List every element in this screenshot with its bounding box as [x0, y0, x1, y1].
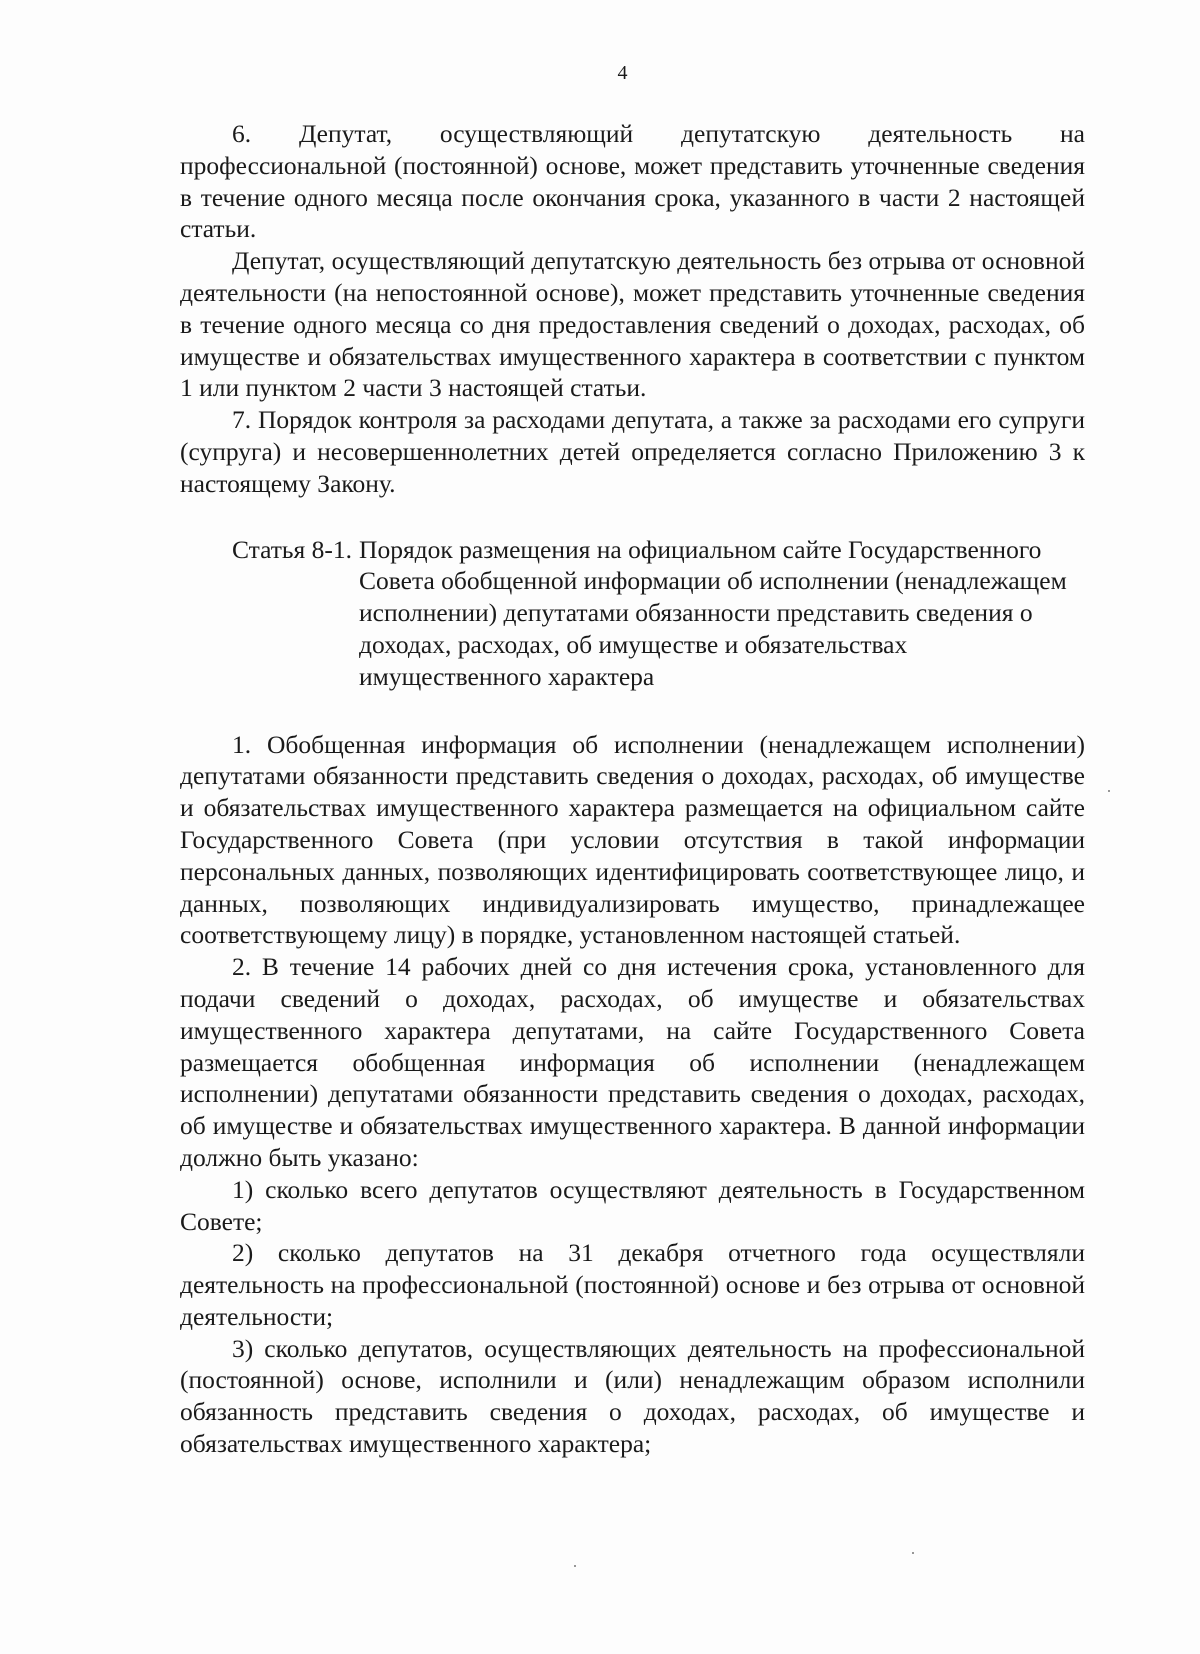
paragraph-7: 7. Порядок контроля за расходами депутата, а также за расходами его супруги (супруга) и несовершеннолетних детей определяется согласно Приложению 3 к настоящему Закону.: [180, 405, 1085, 498]
article-paragraph-1: 1. Обобщенная информация об исполнении (ненадлежащем исполнении) депутатами обязанности представить сведения о доходах, расходах, об имуществе и обязательствах имущественного характера размещается на официальном сайте Государственного Совета (при условии отсутствия в такой информации персональных данных, позволяющих идентифицировать соответствующее лицо, и данных, позволяющих индивидуализировать имущество, принадлежащее соответствующему лицу) в порядке, установленном настоящей статьей.: [180, 729, 1085, 950]
article-number: Статья 8-1.: [232, 534, 353, 564]
list-item-3: 3) сколько депутатов, осуществляющих деятельность на профессиональной (постоянной) основе, исполнили и (или) ненадлежащим образом исполнили обязанность представить сведения о доходах, расходах, об имуществе и обязательствах имущественного характера;: [180, 1333, 1085, 1459]
page-number: 4: [617, 62, 628, 84]
document-body: [180, 118, 1085, 1460]
scan-speck: [574, 1565, 576, 1567]
scan-speck: [1108, 790, 1110, 792]
article-paragraph-2: 2. В течение 14 рабочих дней со дня истечения срока, установленного для подачи сведений о доходах, расходах, об имуществе и обязательствах имущественного характера депутатами, на сайте Государственного Совета размещается обобщенная информация об исполнении (ненадлежащем исполнении) депутатами обязанности представить сведения о доходах, расходах, об имуществе и обязательствах имущественного характера. В данной информации должно быть указано:: [180, 952, 1085, 1172]
scan-speck: [912, 1552, 914, 1554]
article-title: Порядок размещения на официальном сайте Государственного Совета обобщенной информации об исполнении (ненадлежащем исполнении) депутатами обязанности представить сведения о доходах, расходах, об имуществе и обязательствах имущественного характера: [359, 534, 1067, 691]
list-item-1: 1) сколько всего депутатов осуществляют деятельность в Государственном Совете;: [180, 1174, 1085, 1236]
paragraph-6-continued: Депутат, осуществляющий депутатскую деятельность без отрыва от основной деятельности (на непостоянной основе), может представить уточненные сведения в течение одного месяца со дня предоставления сведений о доходах, расходах, об имуществе и обязательствах имущественного характера в соответствии с пунктом 1 или пунктом 2 части 3 настоящей статьи.: [180, 246, 1085, 403]
paragraph-6: 6. Депутат, осуществляющий депутатскую деятельность на профессиональной (постоянной) основе, может представить уточненные сведения в течение одного месяца после окончания срока, указанного в части 2 настоящей статьи.: [180, 119, 1085, 244]
article-heading: [232, 534, 1085, 693]
list-item-2: 2) сколько депутатов на 31 декабря отчетного года осуществляли деятельность на профессиональной (постоянной) основе и без отрыва от основной деятельности;: [180, 1238, 1085, 1331]
